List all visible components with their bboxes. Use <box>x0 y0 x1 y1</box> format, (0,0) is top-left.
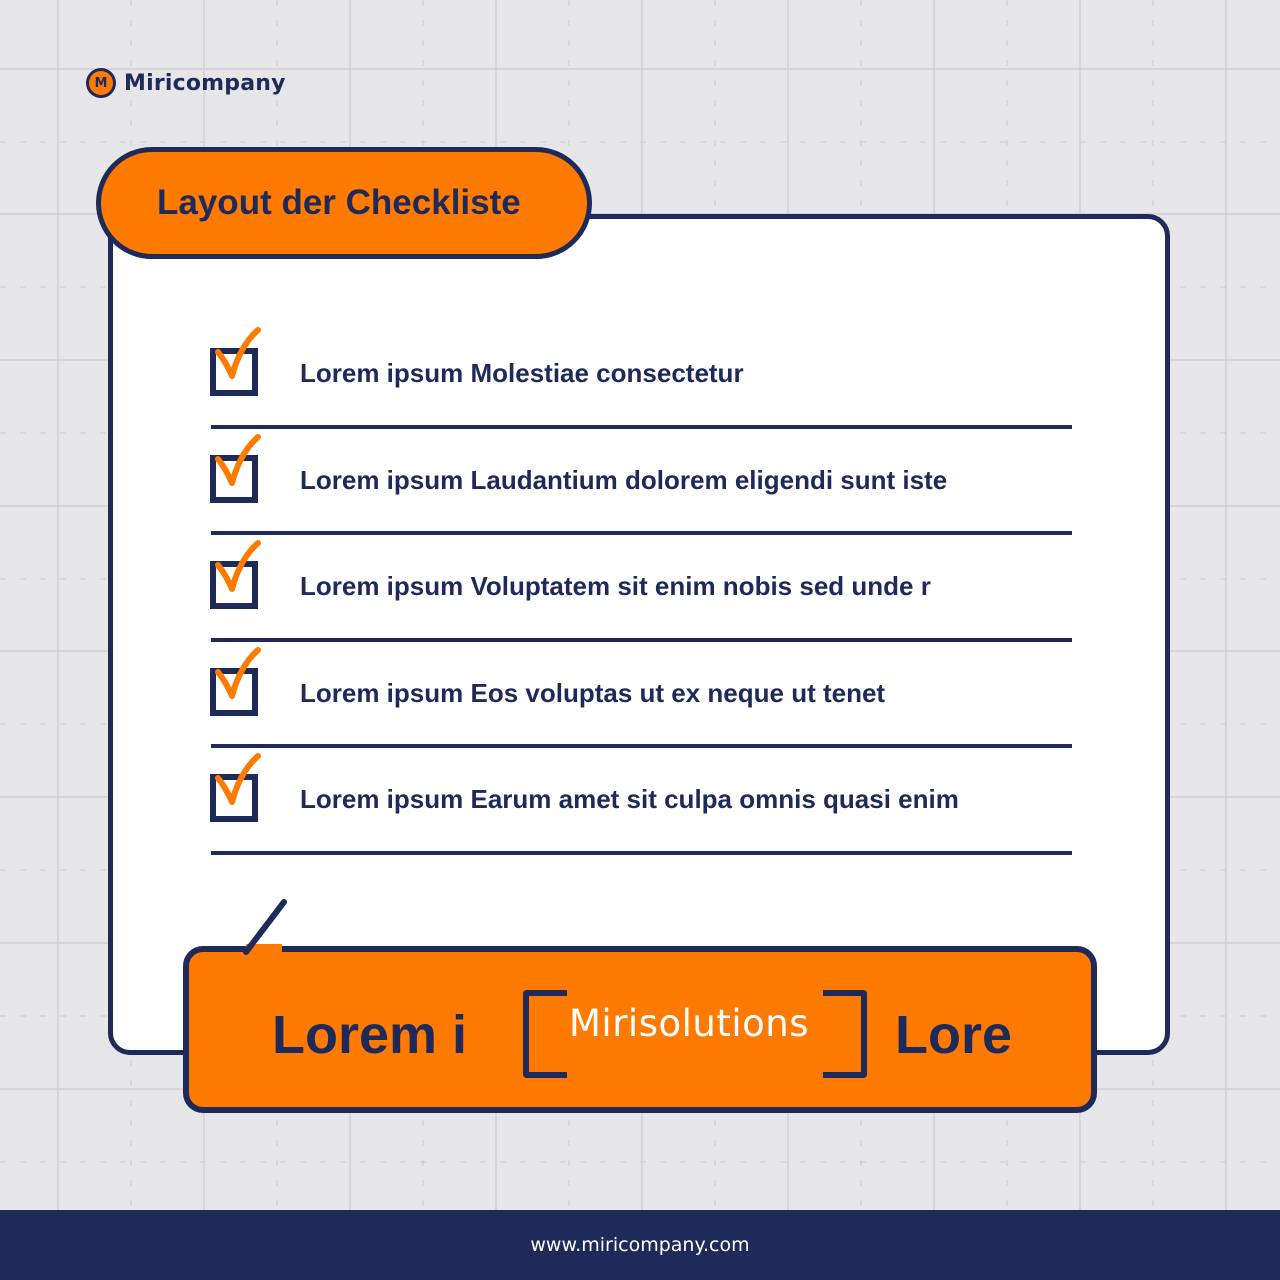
footer-url-link[interactable]: www.miricompany.com <box>530 1234 750 1256</box>
checkmark-icon <box>212 646 262 710</box>
brand-logo-letter: M <box>94 75 108 91</box>
brand-logo-icon <box>86 68 116 98</box>
checklist-title: Layout der Checkliste <box>157 183 521 222</box>
checklist-item-label: Lorem ipsum Eos voluptas ut ex neque ut tenet <box>300 677 886 708</box>
checklist-item[interactable] <box>208 642 1072 749</box>
checklist-item-label: Lorem ipsum Earum amet sit culpa omnis quasi enim <box>300 784 959 814</box>
checklist-item-label: Lorem ipsum Voluptatem sit enim nobis sed unde r <box>300 571 931 601</box>
checklist-item[interactable] <box>208 535 1072 642</box>
banner-left-text: Lorem i <box>272 1005 468 1065</box>
brand <box>86 68 286 98</box>
brand-name: Miricompany <box>124 70 286 96</box>
checklist-item[interactable] <box>208 748 1072 855</box>
checkmark-icon <box>212 326 262 390</box>
bracket-left-icon <box>523 990 567 1078</box>
checklist-item[interactable] <box>208 322 1072 429</box>
bracket-right-icon <box>823 990 867 1078</box>
banner-brand-text: Mirisolutions <box>569 1002 809 1045</box>
divider <box>211 851 1072 855</box>
checklist-item[interactable] <box>208 429 1072 536</box>
checklist-item-label: Lorem ipsum Molestiae consectetur <box>300 358 744 388</box>
checkmark-icon <box>212 539 262 603</box>
checklist <box>208 322 1072 855</box>
checkmark-icon <box>212 752 262 816</box>
checklist-item-label: Lorem ipsum Laudantium dolorem eligendi sunt iste <box>300 464 948 495</box>
banner-right-text: Lore <box>895 1005 1013 1065</box>
footer <box>0 1210 1280 1280</box>
slash-decoration-icon <box>236 896 296 958</box>
checklist-title-pill <box>96 147 592 259</box>
checkmark-icon <box>212 433 262 497</box>
